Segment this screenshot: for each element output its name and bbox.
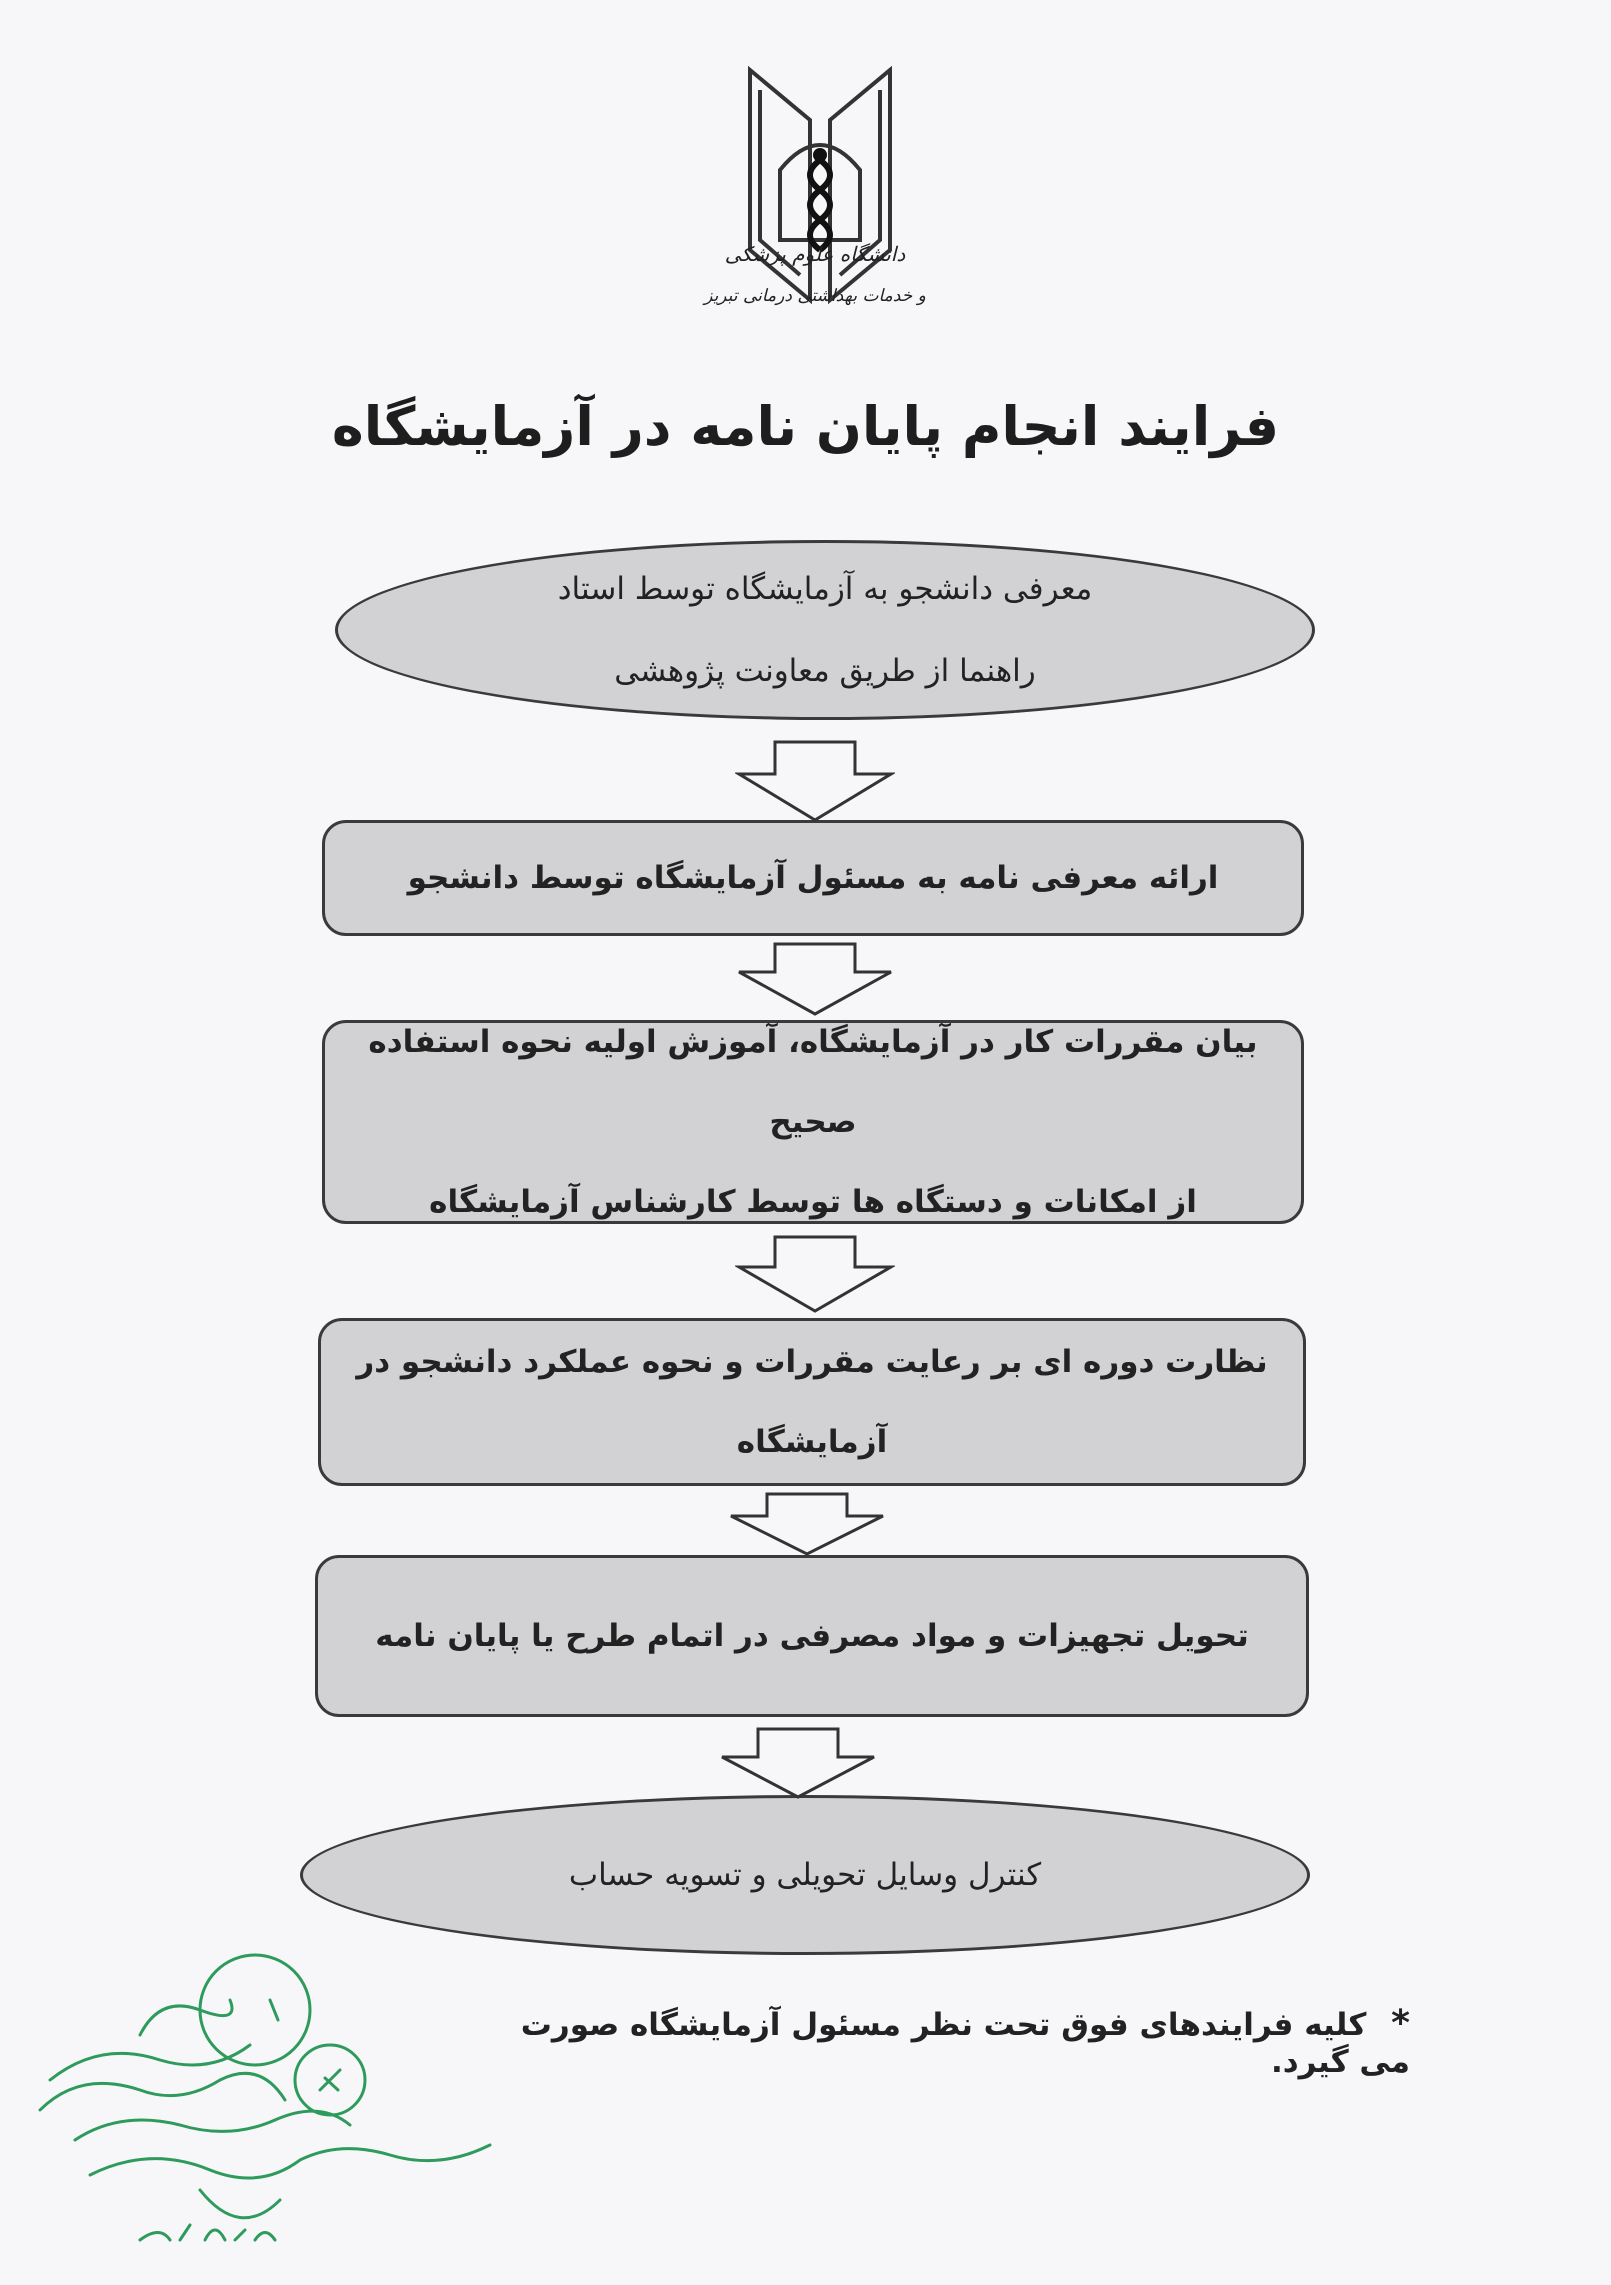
flow-step-4 <box>318 1318 1306 1486</box>
flow-arrow-1 <box>735 740 895 822</box>
university-emblem-icon <box>700 60 940 350</box>
flow-step-1-text: معرفی دانشجو به آزمایشگاه توسط استاد راهنما از طریق معاونت پژوهشی <box>557 571 1093 689</box>
flow-arrow-5 <box>718 1727 878 1799</box>
university-logo <box>700 60 940 350</box>
flow-step-3 <box>322 1020 1304 1224</box>
flow-step-1 <box>335 540 1315 720</box>
flow-arrow-2 <box>735 942 895 1016</box>
flow-arrow-4 <box>727 1492 887 1556</box>
flow-step-4-text: نظارت دوره ای بر رعایت مقررات و نحوه عملکرد دانشجو در آزمایشگاه <box>356 1344 1268 1460</box>
page-title: فرایند انجام پایان نامه در آزمایشگاه <box>331 395 1280 458</box>
handwritten-signature-icon <box>20 1940 510 2270</box>
footnote-bullet: * <box>1391 2003 1410 2044</box>
flow-step-2-text: ارائه معرفی نامه به مسئول آزمایشگاه توسط دانشجو <box>407 860 1219 896</box>
footnote-text: کلیه فرایندهای فوق تحت نظر مسئول آزمایشگاه صورت می گیرد. <box>520 2007 1410 2080</box>
flow-step-3-text: بیان مقررات کار در آزمایشگاه، آموزش اولیه نحوه استفاده صحیح از امکانات و دستگاه ها توسط کارشناس آزمایشگاه <box>368 1024 1258 1220</box>
logo-text-1: دانشگاه علوم پزشکی <box>724 242 906 266</box>
flow-step-5 <box>315 1555 1309 1717</box>
flow-step-6-text: کنترل وسایل تحویلی و تسویه حساب <box>568 1857 1042 1893</box>
flow-step-2 <box>322 820 1304 936</box>
flow-step-6 <box>300 1795 1310 1955</box>
flow-step-5-text: تحویل تجهیزات و مواد مصرفی در اتمام طرح یا پایان نامه <box>375 1618 1249 1654</box>
footnote <box>470 2003 1410 2080</box>
flow-arrow-3 <box>735 1235 895 1313</box>
logo-text-2: و خدمات بهداشتی درمانی تبریز <box>704 286 926 306</box>
